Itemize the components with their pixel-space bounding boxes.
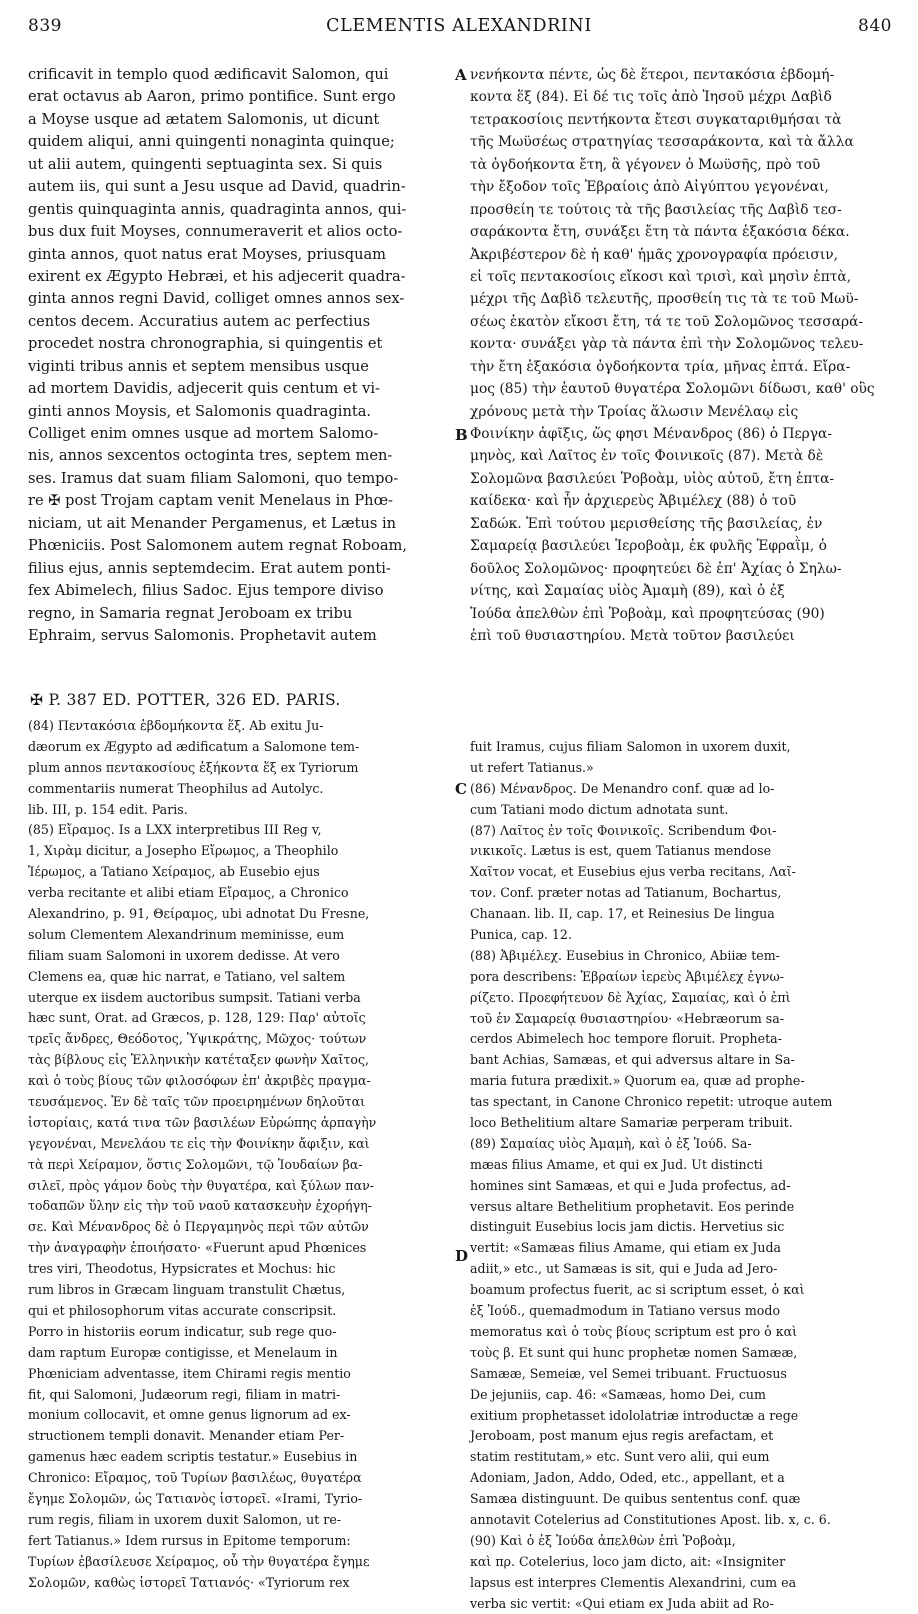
- text-line: εἰ τοῖς πεντακοσίοις εἴκοσι καὶ τρισὶ, καὶ μησὶν ἑπτὰ,: [470, 268, 852, 285]
- footnote-line: τευσάμενος. Ἐν δὲ ταῖς τῶν προειρημένων δηλοῦται: [28, 1094, 366, 1110]
- main-text-latin: [28, 64, 460, 692]
- footnote-line: mæas filius Amame, et qui ex Jud. Ut distincti: [470, 1156, 763, 1172]
- footnote-line: Alexandrino, p. 91, Θείραμος, ubi adnotat Du Fresne,: [28, 906, 370, 922]
- text-line: μος (85) τὴν ἑαυτοῦ θυγατέρα Σολομῶνι δίδωσι, καθ' οὓς: [470, 381, 875, 398]
- text-line: filius ejus, annis septemdecim. Erat autem ponti-: [28, 559, 391, 577]
- text-line: τετρακοσίοις πεντήκοντα ἔτεσι συγκαταριθμήσαι τὰ: [470, 111, 842, 128]
- footnote-line: καὶ ὁ τοὺς βίους τῶν φιλοσόφων ἐπ' ἀκριβὲς πραγμα-: [28, 1073, 371, 1089]
- text-line: centos decem. Accuratius autem ac perfectius: [28, 312, 371, 330]
- footnote-line: Phœniciam adventasse, item Chirami regis mentio: [28, 1365, 351, 1381]
- footnotes-left-column: [28, 716, 460, 1590]
- footnote-line: filiam suam Salomoni in uxorem dedisse. At vero: [28, 947, 340, 963]
- running-title: CLEMENTIS ALEXANDRINI: [326, 16, 592, 36]
- text-line: erat octavus ab Aaron, primo pontifice. Sunt ergo: [28, 88, 396, 106]
- text-line: nis, annos sexcentos octoginta tres, septem men-: [28, 447, 393, 465]
- text-line: fex Abimelech, filius Sadoc. Ejus tempore diviso: [28, 582, 384, 600]
- text-line: χρόνους μετὰ τὴν Τροίας ἅλωσιν Μενέλαῳ εἰς: [470, 403, 799, 420]
- footnote-line: (89) Σαμαίας υἱὸς Ἀμαμὴ, καὶ ὁ ἐξ Ἰούδ. Sa-: [470, 1135, 752, 1151]
- footnote-line: fuit Iramus, cujus filiam Salomon in uxorem duxit,: [470, 739, 791, 754]
- text-line: viginti tribus annis et septem mensibus usque: [28, 357, 369, 375]
- text-line: Σολομῶνα βασιλεύει Ῥοβοὰμ, υἱὸς αὐτοῦ, ἔτη ἑπτα-: [470, 470, 835, 487]
- footnote-line: Adoniam, Jadon, Addo, Oded, etc., appellant, et a: [470, 1470, 785, 1486]
- footnote-line: homines sint Samæas, et qui e Juda profectus, ad-: [470, 1177, 791, 1193]
- footnote-line: versus altare Bethelitium prophetavit. Eos perinde: [470, 1198, 795, 1214]
- footnote-line: Chanaan. lib. II, cap. 17, et Reinesius De lingua: [470, 906, 775, 922]
- footnote-line: ut refert Tatianus.»: [470, 759, 594, 775]
- footnote-line: ἐξ Ἰούδ., quemadmodum in Tatiano versus modo: [470, 1303, 781, 1319]
- footnote-line: ρίζετο. Προεφήτευον δὲ Ἀχίας, Σαμαίας, καὶ ὁ ἐπὶ: [470, 989, 791, 1005]
- text-line: autem iis, qui sunt a Jesu usque ad David, quadrin-: [28, 178, 406, 196]
- text-line: ginta annos regni David, colliget omnes annos sex-: [28, 290, 405, 308]
- text-line: Φοινίκην ἀφῖξις, ὥς φησι Μένανδρος (86) ὁ Περγα-: [470, 426, 832, 442]
- text-line: Phœniciis. Post Salomonem autem regnat Roboam,: [28, 537, 408, 555]
- footnote-line: hæc sunt, Orat. ad Græcos, p. 128, 129: Παρ' αὐτοῖς: [28, 1010, 366, 1026]
- text-line: Σαμαρείᾳ βασιλεύει Ἱεροβοὰμ, ἐκ φυλῆς Ἐφραῒμ, ὁ: [470, 538, 827, 555]
- footnote-line: bant Achias, Samæas, et qui adversus altare in Sa-: [470, 1052, 795, 1068]
- footnote-line: monium collocavit, et omne genus lignorum ad ex-: [28, 1407, 351, 1423]
- text-line: ad mortem Davidis, adjecerit quis centum et vi-: [28, 380, 380, 398]
- text-line: regno, in Samaria regnat Jeroboam ex tribu: [28, 604, 353, 622]
- text-line: ginti annos Moysis, et Salomonis quadraginta.: [28, 402, 372, 420]
- footnote-line: τὴν ἀναγραφὴν ἐποιήσατο· «Fuerunt apud Phœnices: [28, 1240, 367, 1256]
- text-line: μηνὸς, καὶ Λαῖτος ἐν τοῖς Φοινικοῖς (87). Μετὰ δὲ: [470, 448, 824, 465]
- footnote-line: qui et philosophorum vitas accurate conscripsit.: [28, 1302, 337, 1318]
- footnote-line: fert Tatianus.» Idem rursus in Epitome temporum:: [28, 1532, 351, 1548]
- footnote-line: νικικοῖς. Lætus is est, quem Tatianus mendose: [470, 843, 772, 859]
- text-line: Colliget enim omnes usque ad mortem Salomo-: [28, 425, 379, 442]
- footnote-line: lib. III, p. 154 edit. Paris.: [28, 801, 188, 817]
- text-line: προσθείη τε τούτοις τὰ τῆς βασιλείας τῆς Δαβὶδ τεσ-: [470, 201, 842, 218]
- footnote-line: distinguit Eusebius locis jam dictis. Hervetius sic: [470, 1219, 785, 1235]
- text-line: Ephraim, servus Salomonis. Prophetavit autem: [28, 626, 377, 644]
- text-line: Σαδώκ. Ἐπὶ τούτου μερισθείσης τῆς βασιλείας, ἐν: [470, 515, 823, 532]
- footnote-line: Samææ, Semeiæ, vel Semei tribuant. Fructuosus: [470, 1365, 787, 1381]
- footnote-line: ἔγημε Σολομῶν, ὡς Τατιανὸς ἱστορεῖ. «Irami, Tyrio-: [28, 1490, 363, 1506]
- footnote-line: γεγονέναι, Μενελάου τε εἰς τὴν Φοινίκην ἄφιξιν, καὶ: [28, 1135, 370, 1151]
- footnote-line: cum Tatiani modo dictum adnotata sunt.: [470, 801, 729, 817]
- text-line: bus dux fuit Moyses, connumeraverit et alios octo-: [28, 223, 403, 241]
- footnotes-right-column: [470, 737, 892, 1611]
- footnote-line: τὰς βίβλους εἰς Ἑλληνικὴν κατέταξεν φωνὴν Χαῖτος,: [28, 1052, 370, 1068]
- text-line: σέως ἑκατὸν εἴκοσι ἔτη, τά τε τοῦ Σολομῶνος τεσσαρά-: [470, 313, 864, 330]
- footnote-line: σε. Καὶ Μένανδρος δὲ ὁ Περγαμηνὸς περὶ τῶν αὐτῶν: [28, 1219, 369, 1235]
- footnote-line: verba sic vertit: «Qui etiam ex Juda abiit ad Ro-: [470, 1595, 774, 1611]
- section-marker-d: D: [455, 1247, 469, 1265]
- footnote-line: structionem templi donavit. Menander etiam Per-: [28, 1428, 345, 1444]
- footnote-line: fit, qui Salomoni, Judæorum regi, filiam in matri-: [28, 1386, 341, 1402]
- footnote-line: exitium prophetasset idololatriæ introductæ a rege: [470, 1407, 799, 1423]
- footnote-line: ἱστορίαις, κατά τινα τῶν βασιλέων Εὐρώπης ἁρπαγὴν: [28, 1114, 377, 1130]
- footnote-line: vertit: «Samæas filius Amame, qui etiam ex Juda: [470, 1240, 782, 1256]
- footnote-line: (86) Μένανδρος. De Menandro conf. quæ ad lo-: [470, 780, 775, 796]
- footnote-line: dam raptum Europæ contigisse, et Menelaum in: [28, 1344, 338, 1360]
- footnote-line: plum annos πεντακοσίους ἑξήκοντα ἕξ ex Tyriorum: [28, 759, 359, 775]
- section-marker-b: B: [455, 426, 468, 444]
- text-line: μέχρι τῆς Δαβὶδ τελευτῆς, προσθείη τις τὰ τε τοῦ Μωϋ-: [470, 291, 859, 308]
- footnote-line: Σολομῶν, καθὼς ἱστορεῖ Τατιανός· «Tyriorum rex: [28, 1574, 350, 1590]
- text-line: τῆς Μωϋσέως στρατηγίας τεσσαράκοντα, καὶ τὰ ἄλλα: [470, 134, 854, 151]
- text-line: κοντα ἕξ (84). Εἰ δέ τις τοῖς ἀπὸ Ἰησοῦ μέχρι Δαβὶδ: [470, 89, 832, 106]
- footnote-line: τον. Conf. præter notas ad Tatianum, Bochartus,: [470, 885, 782, 901]
- text-line: niciam, ut ait Menander Pergamenus, et Lætus in: [28, 514, 397, 532]
- footnote-line: (90) Καὶ ὁ ἐξ Ἰούδα ἀπελθὼν ἐπὶ Ῥοβοὰμ,: [470, 1532, 736, 1548]
- page-number-right: 840: [858, 16, 892, 36]
- text-line: τὴν ἔτη ἑξακόσια ὀγδοήκοντα τρία, μῆνας ἑπτά. Εἴρα-: [470, 358, 851, 375]
- footnote-line: (87) Λαῖτος ἐν τοῖς Φοινικοῖς. Scribendum Φοι-: [470, 822, 777, 838]
- text-line: τὴν ἔξοδον τοῖς Ἑβραίοις ἀπὸ Αἰγύπτου γεγονέναι,: [470, 179, 829, 196]
- footnote-line: boamum profectus fuerit, ac si scriptum esset, ὁ καὶ: [470, 1282, 805, 1298]
- footnote-line: adiit,» etc., ut Samæas is sit, qui e Juda ad Jero-: [470, 1261, 778, 1277]
- footnote-line: rum regis, filiam in uxorem duxit Salomon, ut re-: [28, 1511, 342, 1527]
- footnote-line: τρεῖς ἄνδρες, Θεόδοτος, Ὑψικράτης, Μῶχος· τούτων: [28, 1031, 367, 1047]
- text-line: quidem aliqui, anni quingenti nonaginta quinque;: [28, 133, 395, 151]
- footnote-line: τοῦ ἐν Σαμαρείᾳ θυσιαστηρίου· «Hebræorum sa-: [470, 1010, 785, 1026]
- text-line: ut alii autem, quingenti septuaginta sex. Si quis: [28, 155, 383, 173]
- footnote-line: Punica, cap. 12.: [470, 927, 572, 943]
- page-number-left: 839: [28, 16, 62, 36]
- footnote-line: gamenus hæc eadem scriptis testatur.» Eusebius in: [28, 1449, 358, 1465]
- footnote-line: Chronico: Εἴραμος, τοῦ Τυρίων βασιλέως, θυγατέρα: [28, 1470, 362, 1486]
- text-line: κοντα· συνάξει γὰρ τὰ πάντα ἐπὶ τὴν Σολομῶνος τελευ-: [470, 336, 864, 353]
- footnote-line: τοδαπῶν ὕλην εἰς τὴν τοῦ ναοῦ κατασκευὴν ἐχορήγη-: [28, 1198, 372, 1214]
- footnote-line: dæorum ex Ægypto ad ædificatum a Salomone tem-: [28, 738, 360, 754]
- footnote-line: pora describens: Ἑβραίων ἱερεὺς Ἀβιμέλεχ ἐγνω-: [470, 968, 784, 984]
- text-line: gentis quinquaginta annis, quadraginta annos, qui-: [28, 200, 407, 218]
- footnote-line: uterque ex iisdem auctoribus sumpsit. Tatiani verba: [28, 989, 361, 1005]
- footnote-line: statim restitutam,» etc. Sunt vero alii, qui eum: [470, 1449, 770, 1465]
- footnote-line: maria futura prædixit.» Quorum ea, quæ ad prophe-: [470, 1073, 805, 1089]
- footnote-line: loco Bethelitium altare Samariæ perperam tribuit.: [470, 1115, 793, 1131]
- section-marker-a: A: [455, 66, 467, 84]
- text-line: καίδεκα· καὶ ἦν ἀρχιερεὺς Ἀβιμέλεχ (88) ὁ τοῦ: [470, 493, 797, 510]
- footnote-line: Ἱέρωμος, a Tatiano Χείραμος, ab Eusebio ejus: [28, 864, 320, 880]
- footnote-line: memoratus καὶ ὁ τοὺς βίους scriptum est pro ὁ καὶ: [470, 1323, 798, 1339]
- footnote-line: Porro in historiis eorum indicatur, sub rege quo-: [28, 1323, 337, 1339]
- footnote-line: rum libros in Græcam linguam transtulit Chætus,: [28, 1282, 346, 1298]
- footnote-line: 1, Χιρὰμ dicitur, a Josepho Εἴρωμος, a Theophilo: [28, 843, 339, 859]
- footnote-line: tres viri, Theodotus, Hypsicrates et Mochus: hic: [28, 1261, 336, 1277]
- text-line: νίτης, καὶ Σαμαίας υἱὸς Ἀμαμὴ (89), καὶ ὁ ἐξ: [470, 583, 785, 600]
- footnote-line: (85) Εἴραμος. Is a LXX interpretibus III Reg v,: [28, 822, 322, 838]
- text-line: a Moyse usque ad ætatem Salomonis, ut dicunt: [28, 110, 380, 128]
- text-line: re ✠ post Trojam captam venit Menelaus in Phœ-: [28, 492, 393, 510]
- text-line: τὰ ὀγδοήκοντα ἔτη, ἃ γέγονεν ὁ Μωϋσῆς, πρὸ τοῦ: [470, 156, 821, 173]
- text-line: crificavit in templo quod ædificavit Salomon, qui: [28, 66, 389, 83]
- text-line: exirent ex Ægypto Hebræi, et his adjecerit quadra-: [28, 267, 406, 285]
- text-line: ginta annos, quot natus erat Moyses, priusquam: [28, 245, 387, 263]
- text-line: ses. Iramus dat suam filiam Salomoni, quo tempo-: [28, 469, 399, 487]
- text-line: Ἀκριβέστερον δὲ ἡ καθ' ἡμᾶς χρονογραφία πρόεισιν,: [470, 246, 839, 263]
- footnote-line: τοὺς β. Et sunt qui hunc prophetæ nomen Samææ,: [470, 1344, 798, 1360]
- text-line: procedet nostra chronographia, si quingentis et: [28, 335, 383, 353]
- footnote-line: καὶ πρ. Cotelerius, loco jam dicto, ait: «Insigniter: [470, 1553, 786, 1569]
- footnote-line: Jeroboam, post manum ejus regis arefactam, et: [470, 1428, 774, 1444]
- footnote-line: (88) Ἀβιμέλεχ. Eusebius in Chronico, Abiiæ tem-: [470, 947, 780, 963]
- footnote-line: σιλεῖ, πρὸς γάμον δοὺς τὴν θυγατέρα, καὶ ξύλων παν-: [28, 1177, 374, 1193]
- footnote-line: tas spectant, in Canone Chronico repetit: utroque autem: [470, 1094, 833, 1110]
- text-line: ἐπὶ τοῦ θυσιαστηρίου. Μετὰ τοῦτον βασιλεύει: [470, 627, 795, 644]
- text-line: σαράκοντα ἔτη, συνάξει ἔτη τὰ πάντα ἑξακόσια δέκα.: [470, 224, 850, 241]
- footnote-line: (84) Πεντακόσια ἑβδομήκοντα ἕξ. Ab exitu Ju-: [28, 718, 324, 733]
- footnote-line: Τυρίων ἐβασίλευσε Χείραμος, οὗ τὴν θυγατέρα ἔγημε: [28, 1553, 370, 1569]
- edition-reference: ✠ P. 387 ED. POTTER, 326 ED. PARIS.: [30, 691, 341, 709]
- footnote-line: Clemens ea, quæ hic narrat, e Tatiano, vel saltem: [28, 968, 346, 984]
- footnote-line: commentariis numerat Theophilus ad Autolyc.: [28, 780, 324, 796]
- footnote-line: Χαῖτον vocat, et Eusebius ejus verba recitans, Λαῖ-: [470, 864, 796, 880]
- footnote-line: annotavit Cotelerius ad Constitutiones Apost. lib. x, c. 6.: [470, 1511, 831, 1527]
- text-line: νενήκοντα πέντε, ὡς δὲ ἕτεροι, πεντακόσια ἑβδομή-: [470, 67, 835, 83]
- footnote-line: De jejuniis, cap. 46: «Samæas, homo Dei, cum: [470, 1386, 766, 1402]
- footnote-line: τὰ περὶ Χείραμον, ὅστις Σολομῶνι, τῷ Ἰουδαίων βα-: [28, 1156, 363, 1172]
- section-marker-c: C: [455, 780, 467, 798]
- text-line: δοῦλος Σολομῶνος· προφητεύει δὲ ἐπ' Ἀχίας ὁ Σηλω-: [470, 560, 842, 577]
- footnote-line: Samæa distinguunt. De quibus sententus conf. quæ: [470, 1491, 801, 1507]
- footnote-line: solum Clementem Alexandrinum meminisse, eum: [28, 926, 345, 942]
- main-text-greek: [470, 64, 892, 692]
- footnote-line: cerdos Abimelech hoc tempore floruit. Propheta-: [470, 1031, 782, 1047]
- footnote-line: verba recitante et alibi etiam Εἴραμος, a Chronico: [28, 885, 349, 901]
- footnote-line: lapsus est interpres Clementis Alexandrini, cum ea: [470, 1574, 797, 1590]
- text-line: Ἰούδα ἀπελθὼν ἐπὶ Ῥοβοὰμ, καὶ προφητεύσας (90): [470, 605, 825, 622]
